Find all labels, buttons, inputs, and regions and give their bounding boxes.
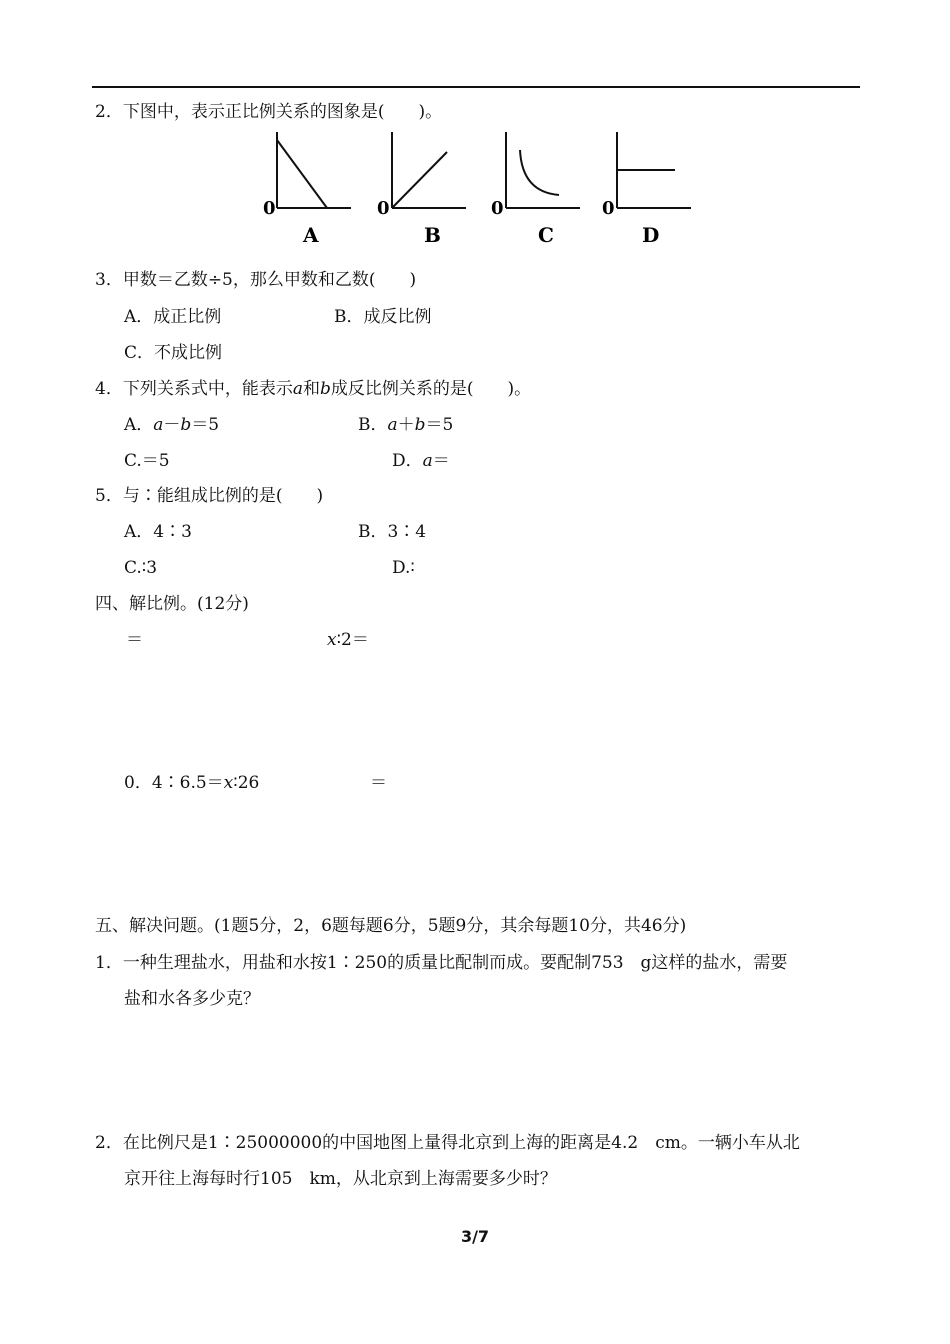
q4-var-a: a [292, 379, 303, 399]
q2-graphs-figure [255, 128, 705, 246]
sec4-equation-2 [327, 629, 369, 651]
q5-stem: 5．与∶能组成比例的是( ) [95, 486, 324, 506]
q4-stem-part: 和 [302, 379, 320, 399]
operator: － [163, 415, 181, 435]
graph-b-origin: 0 [377, 198, 390, 219]
var-a: a [153, 415, 164, 435]
problem-2-line-1: 2．在比例尺是1∶25000000的中国地图上量得北京到上海的距离是4.2 cm。一辆小车从北 [95, 1133, 800, 1153]
graph-b-label: B [424, 223, 441, 246]
graph-c-label: C [538, 223, 554, 246]
graph-a-label: A [303, 223, 319, 246]
problem-1-line-1: 1．一种生理盐水，用盐和水按1∶250的质量比配制而成。要配制753 g这样的盐水，需要 [95, 953, 788, 973]
var-b: b [414, 415, 426, 435]
option-prefix: D． [392, 451, 423, 471]
q3-option-a: A．成正比例 [124, 307, 222, 327]
q4-option-c: C.＝5 [124, 451, 170, 471]
q5-option-d: D.∶ [392, 558, 415, 578]
equation-part: ∶26 [233, 773, 260, 793]
graph-d-origin: 0 [602, 198, 615, 219]
operator: ＋ [397, 415, 415, 435]
graph-c-origin: 0 [491, 198, 504, 219]
option-prefix: B． [358, 415, 388, 435]
graph-d-label: D [642, 223, 660, 246]
equation-part: 0．4∶6.5＝ [124, 773, 224, 793]
graph-a-origin: 0 [263, 198, 276, 219]
graph-b-proportional-line [392, 152, 447, 208]
var-a: a [422, 451, 433, 471]
var-b: b [180, 415, 192, 435]
q3-option-b: B．成反比例 [334, 307, 432, 327]
q2-stem: 2．下图中，表示正比例关系的图象是( )。 [95, 102, 443, 122]
option-suffix: ＝5 [425, 415, 454, 435]
graph-c-hyperbola-curve [520, 150, 559, 195]
q3-stem: 3．甲数＝乙数÷5，那么甲数和乙数( ) [95, 270, 417, 290]
q5-option-a: A．4∶3 [124, 522, 192, 542]
q5-option-b: B．3∶4 [358, 522, 427, 542]
option-suffix: ＝ [432, 451, 450, 471]
section-4-title: 四、解比例。(12分) [95, 594, 249, 614]
graph-a-decreasing-line [277, 140, 327, 208]
q4-var-b: b [319, 379, 331, 399]
problem-1-line-2: 盐和水各多少克？ [124, 989, 260, 1009]
q3-option-c: C．不成比例 [124, 343, 223, 363]
q5-option-c: C.∶3 [124, 558, 158, 578]
q4-stem-part: 4．下列关系式中，能表示 [95, 379, 293, 399]
option-prefix: A． [124, 415, 154, 435]
problem-2-line-2: 京开往上海每时行105 km，从北京到上海需要多少时？ [124, 1169, 557, 1189]
graph-b [377, 132, 466, 246]
q4-option-a [124, 414, 219, 436]
var-x: x [223, 773, 234, 793]
var-a: a [387, 415, 398, 435]
sec4-equation-1: ＝ [126, 630, 143, 650]
q4-stem-part: 成反比例关系的是( )。 [330, 379, 532, 399]
sec4-equation-4: ＝ [370, 773, 387, 793]
q4-option-d [392, 450, 450, 472]
graph-c [491, 132, 580, 246]
graph-d [602, 132, 691, 246]
equation-rest: ∶2＝ [336, 630, 369, 650]
option-suffix: ＝5 [191, 415, 220, 435]
graph-a [263, 132, 351, 246]
section-5-title: 五、解决问题。(1题5分，2，6题每题6分，5题9分，其余每题10分，共46分) [95, 916, 687, 936]
q4-option-b [358, 414, 453, 436]
header-rule [92, 86, 860, 88]
var-x: x [327, 630, 337, 650]
sec4-equation-3 [124, 772, 259, 794]
page-number: 3/7 [460, 1227, 490, 1246]
q4-stem [95, 378, 531, 400]
